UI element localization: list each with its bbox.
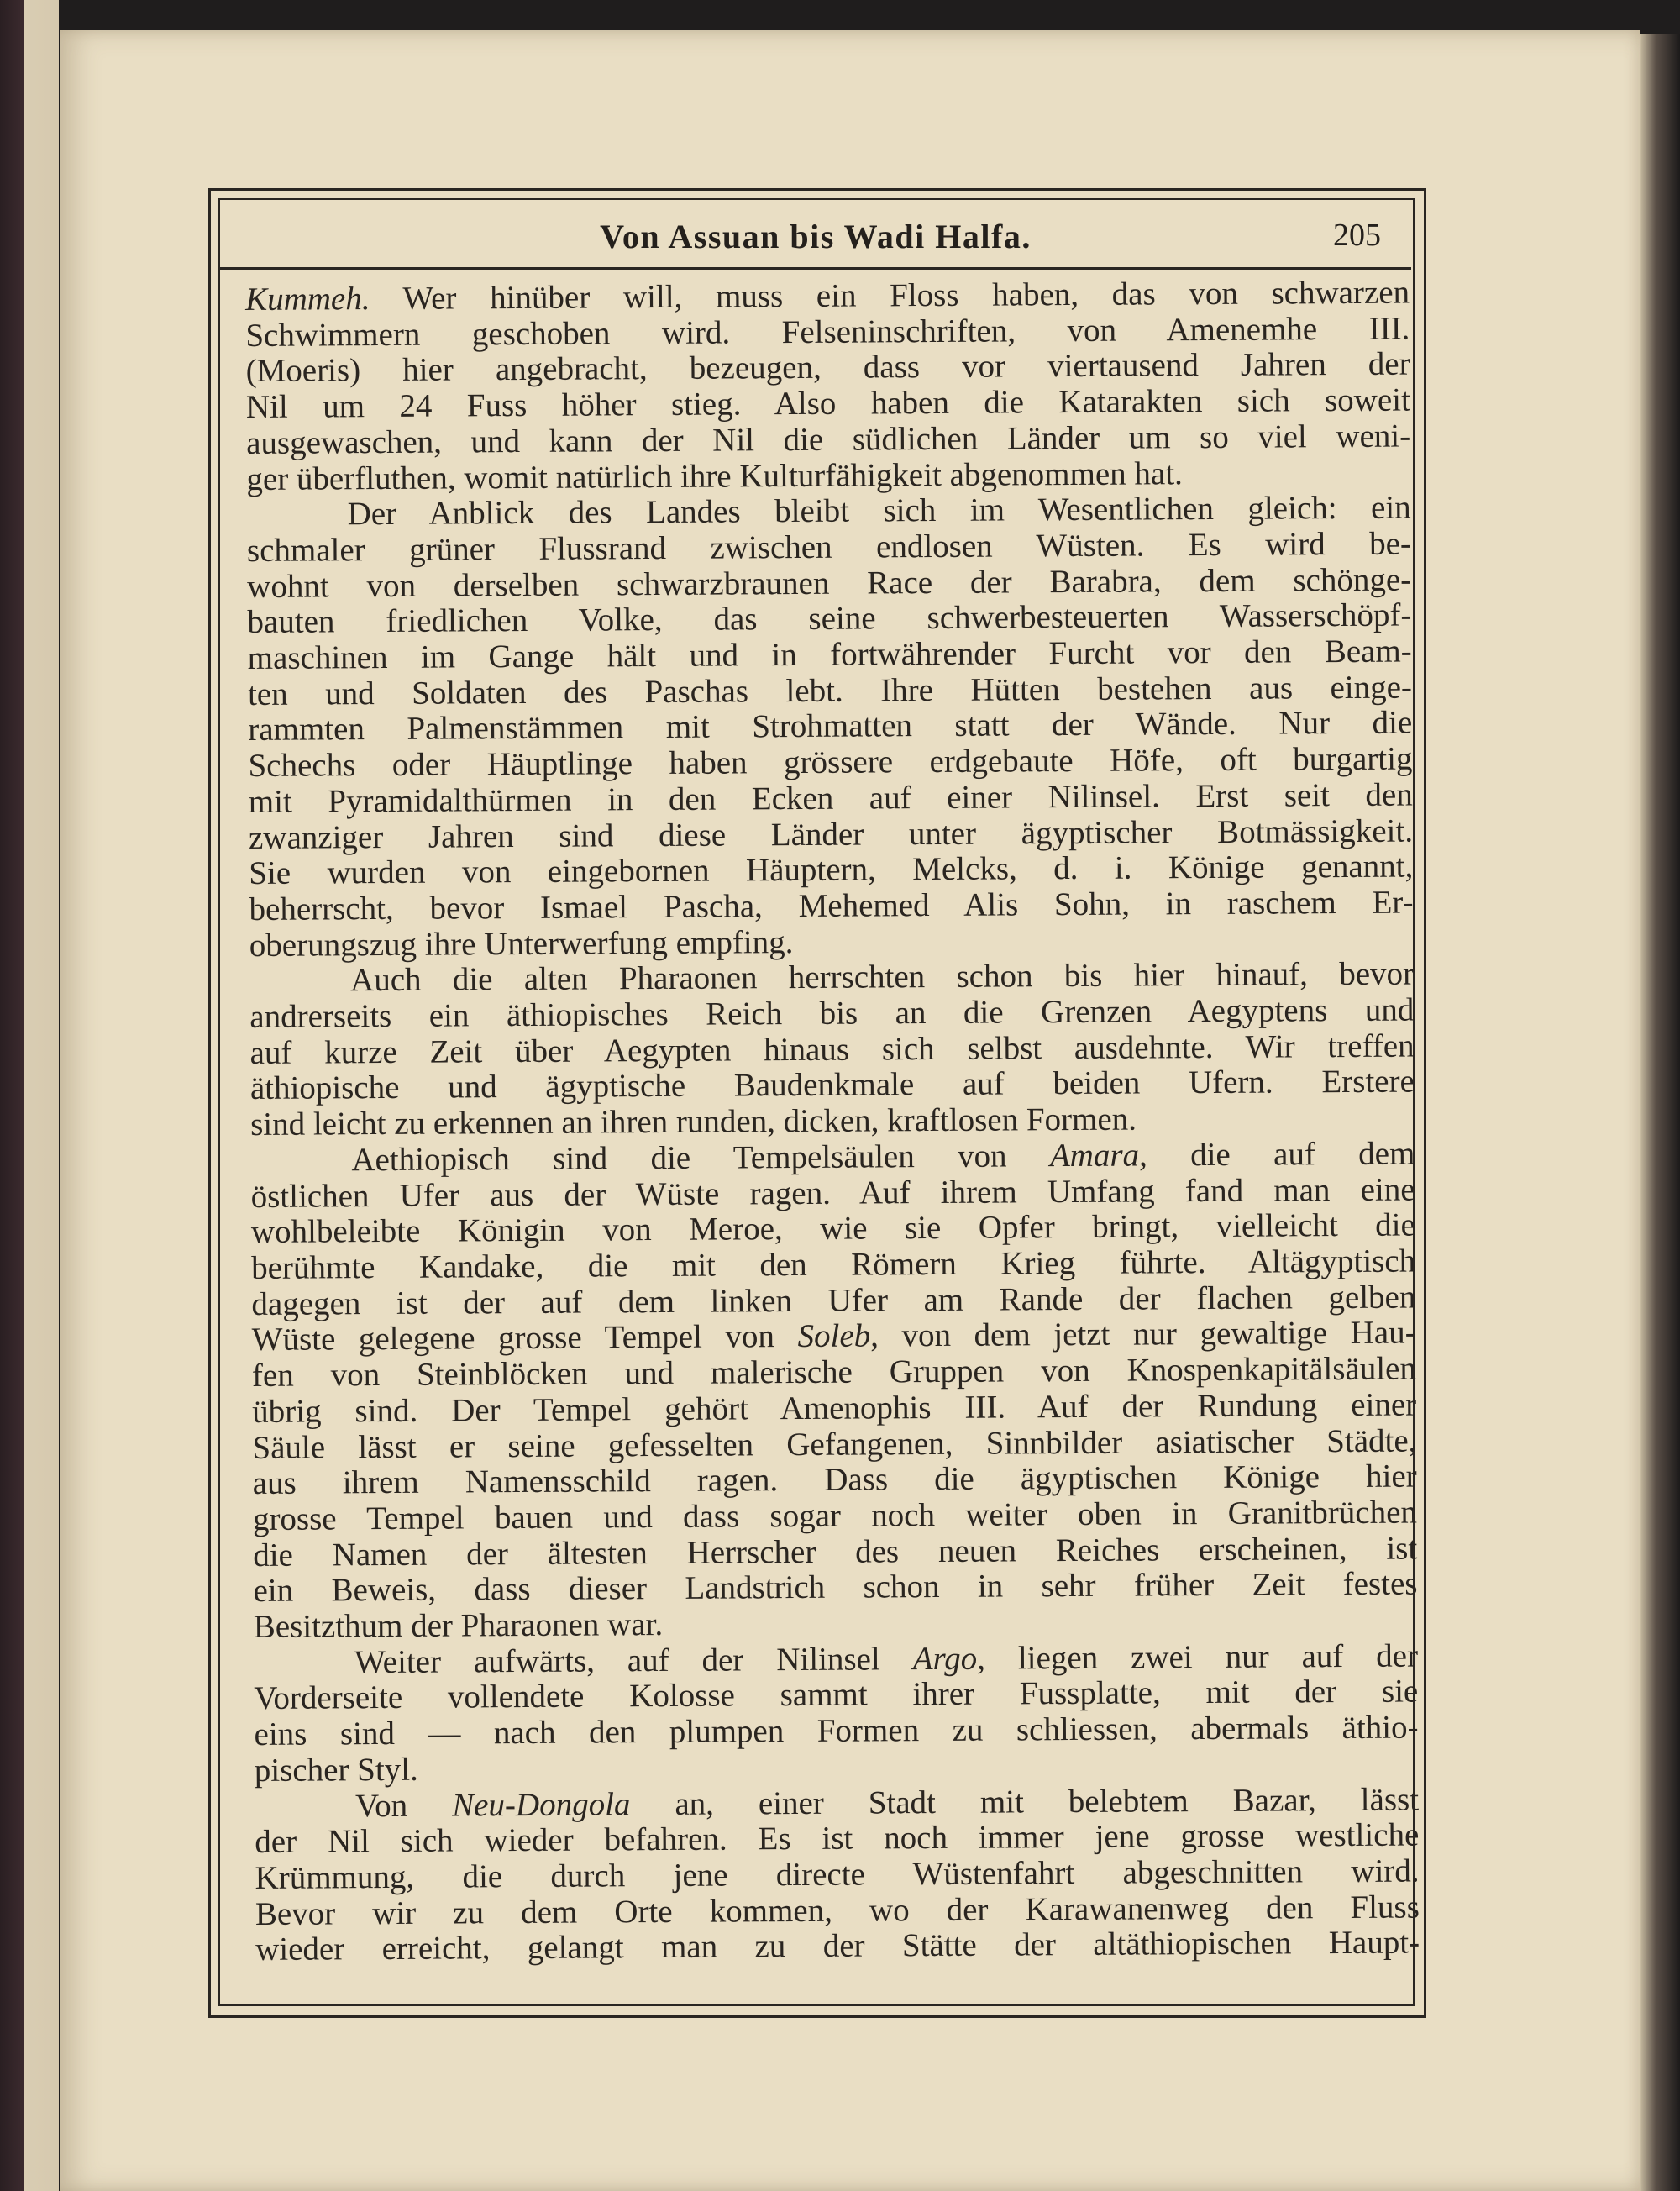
- text-segment: Auch die alten Pharaonen herrschten schon bis hier hinauf, bevor: [349, 955, 1415, 999]
- text-segment: (Moeris) hier angebracht, bezeugen, dass vor viertausend Jahren der: [245, 345, 1410, 390]
- running-header: [220, 207, 1411, 270]
- text-segment: der Nil sich wieder befahren. Es ist noch immer jene grosse westliche: [255, 1816, 1420, 1861]
- text-segment: , von dem jetzt nur gewaltige Hau-: [870, 1314, 1416, 1354]
- text-segment: Aethiopisch sind die Tempelsäulen von: [351, 1138, 1051, 1179]
- italic-place-name: Argo: [912, 1640, 978, 1677]
- text-segment: ein Beweis, dass dieser Landstrich schon in sehr früher Zeit festes: [253, 1565, 1418, 1610]
- text-line: [250, 1064, 1415, 1107]
- italic-place-name: Kummeh.: [244, 281, 370, 318]
- text-segment: äthiopische und ägyptische Baudenkmale auf beiden Ufern. Erstere: [249, 1063, 1415, 1107]
- text-segment: auf kurze Zeit über Aegypten hinaus sich selbst ausdehnte. Wir treffen: [249, 1027, 1415, 1071]
- text-segment: Weiter aufwärts, auf der Nilinsel: [354, 1640, 913, 1680]
- text-line: [249, 885, 1413, 927]
- text-segment: Schechs oder Häuptlinge haben grössere erdgebaute Höfe, oft burgartig: [248, 740, 1413, 785]
- text-segment: eins sind — nach den plumpen Formen zu schliessen, abermals äthio-: [254, 1709, 1419, 1753]
- text-segment: pischer Styl.: [254, 1751, 418, 1789]
- text-segment: oberungszug ihre Unterwerfung empfing.: [249, 923, 794, 964]
- text-segment: Von: [354, 1787, 453, 1824]
- italic-place-name: Amara: [1049, 1137, 1140, 1174]
- text-segment: Der Anblick des Landes bleibt sich im Wesentlichen gleich: ein: [347, 489, 1411, 533]
- text-segment: Wer hinüber will, muss ein Floss haben, das von schwarzen: [370, 274, 1410, 318]
- italic-place-name: Soleb: [797, 1317, 871, 1355]
- text-segment: aus ihrem Namensschild ragen. Dass die ägyptischen Könige hier: [252, 1458, 1417, 1502]
- text-segment: Sie wurden von eingebornen Häuptern, Melcks, d. i. Könige genannt,: [249, 848, 1414, 892]
- text-line: [253, 1567, 1417, 1610]
- text-segment: wohlbeleibte Königin von Meroe, wie sie Opfer bringt, vielleicht die: [250, 1206, 1416, 1251]
- text-segment: östlichen Ufer aus der Wüste ragen. Auf ihrem Umfang fand man eine: [250, 1171, 1415, 1215]
- text-segment: schmaler grüner Flussrand zwischen endlosen Wüsten. Es wird be-: [246, 525, 1412, 569]
- text-segment: mit Pyramidalthürmen in den Ecken auf einer Nilinsel. Erst seit den: [248, 776, 1413, 820]
- text-segment: grosse Tempel bauen und dass sogar noch weiter oben in Granitbrüchen: [252, 1494, 1418, 1537]
- text-segment: Krümmung, die durch jene directe Wüstenfahrt abgeschnitten wird.: [255, 1852, 1420, 1896]
- text-segment: rammten Palmenstämmen mit Strohmatten statt der Wände. Nur die: [248, 704, 1413, 749]
- text-segment: die Namen der ältesten Herrscher des neuen Reiches erscheinen, ist: [253, 1530, 1418, 1574]
- text-segment: ger überfluthen, womit natürlich ihre Kulturfähigkeit abgenommen hat.: [246, 454, 1183, 497]
- text-segment: an, einer Stadt mit belebtem Bazar, lässt: [630, 1781, 1420, 1822]
- text-line: [255, 1926, 1420, 1968]
- body-text: [245, 276, 1420, 1968]
- text-segment: ten und Soldaten des Paschas lebt. Ihre Hütten bestehen aus einge-: [247, 669, 1413, 712]
- text-segment: berühmte Kandake, die mit den Römern Krieg führte. Altägyptisch: [251, 1243, 1416, 1286]
- text-segment: fen von Steinblöcken und malerische Gruppen von Knospenkapitälsäulen: [251, 1350, 1417, 1395]
- text-segment: Wüste gelegene grosse Tempel von: [251, 1318, 798, 1358]
- text-segment: andrerseits ein äthiopisches Reich bis an die Grenzen Aegyptens und: [249, 991, 1415, 1036]
- text-segment: Vorderseite vollendete Kolosse sammt ihrer Fussplatte, mit der sie: [254, 1673, 1419, 1717]
- text-segment: Säule lässt er seine gefesselten Gefangenen, Sinnbilder asiatischer Städte,: [252, 1422, 1417, 1466]
- text-line: [254, 1710, 1418, 1753]
- text-segment: beherrscht, bevor Ismael Pascha, Mehemed Alis Sohn, in raschem Er-: [249, 884, 1414, 927]
- book-cover-edge: [0, 0, 59, 2191]
- text-segment: ausgewaschen, und kann der Nil die südlichen Länder um so viel weni-: [246, 418, 1411, 461]
- text-segment: maschinen im Gange hält und in fortwährender Furcht vor den Beam-: [247, 633, 1412, 677]
- text-segment: dagegen ist der auf dem linken Ufer am Rande der flachen gelben: [251, 1279, 1416, 1322]
- running-title: Von Assuan bis Wadi Halfa.: [600, 218, 1032, 255]
- text-segment: Schwimmern geschoben wird. Felseninschriften, von Amenemhe III.: [245, 310, 1410, 354]
- page-number: 205: [1333, 218, 1381, 253]
- text-segment: Nil um 24 Fuss höher stieg. Also haben die Katarakten sich soweit: [245, 381, 1411, 426]
- text-segment: sind leicht zu erkennen an ihren runden, dicken, kraftlosen Formen.: [249, 1101, 1137, 1143]
- text-segment: wohnt von derselben schwarzbraunen Race der Barabra, dem schönge-: [247, 561, 1412, 605]
- italic-place-name: Neu-Dongola: [452, 1785, 631, 1824]
- text-segment: übrig sind. Der Tempel gehört Amenophis III. Auf der Rundung einer: [252, 1386, 1417, 1430]
- text-segment: Bevor wir zu dem Orte kommen, wo der Karawanenweg den Fluss: [255, 1889, 1420, 1932]
- text-segment: zwanziger Jahren sind diese Länder unter ägyptischer Botmässigkeit.: [248, 812, 1414, 856]
- text-segment: Besitzthum der Pharaonen war.: [253, 1606, 664, 1645]
- text-line: [246, 418, 1410, 461]
- text-segment: , die auf dem: [1138, 1135, 1415, 1174]
- text-segment: bauten friedlichen Volke, das seine schwerbesteuerten Wasserschöpf-: [247, 596, 1412, 641]
- text-segment: wieder erreicht, gelangt man zu der Stätte der altäthiopischen Haupt-: [255, 1924, 1420, 1968]
- text-segment: , liegen zwei nur auf der: [977, 1637, 1419, 1677]
- page-right-edge: [1640, 34, 1680, 2191]
